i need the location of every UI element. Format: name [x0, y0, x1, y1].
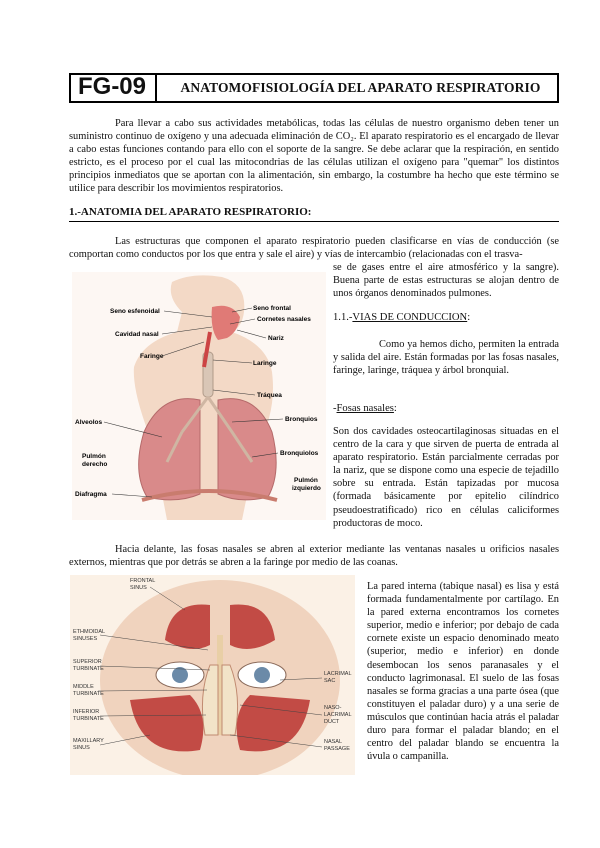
label-frontal-1: FRONTAL	[130, 578, 156, 584]
label-diafragma: Diafragma	[75, 491, 107, 498]
nasal-sinuses-figure	[70, 575, 355, 775]
subheading-colon: :	[467, 312, 471, 323]
label-nasal-1: NASAL	[324, 739, 343, 745]
coanas-paragraph: Hacia delante, las fosas nasales se abren al exterior mediante las ventanas nasales u orificios nasales externos, mientras que por detrás se abren a la faringe por medio de las coanas.	[69, 544, 559, 569]
label-cornetes: Cornetes nasales	[257, 316, 311, 323]
label-seno-esfenoidal: Seno esfenoidal	[110, 308, 160, 315]
subheading-vias	[333, 312, 559, 323]
document-title: ANATOMOFISIOLOGÍA DEL APARATO RESPIRATORIO	[180, 80, 541, 95]
label-pulmon-derecho-2: derecho	[82, 461, 108, 468]
label-alveolos: Alveolos	[75, 419, 103, 426]
subheading-vias-text: VIAS DE CONDUCCION	[352, 312, 468, 323]
label-pulmon-derecho-1: Pulmón	[82, 453, 106, 460]
label-ethmoidal-2: SINUSES	[73, 636, 98, 642]
structures-paragraph-cont: se de gases entre el aire atmosférico y la sangre). Buena parte de estas estructuras se alojan dentro de unos órganos denominados pulmones.	[333, 262, 559, 300]
fosas-paragraph: Son dos cavidades osteocartilaginosas situadas en el centro de la cara y que sirven de puerta de entrada al aparato respiratorio. Están parcialmente cerradas por la nariz, que se dispone como una especie de tejadillo sobre su entrada. Están tapizadas por mucosa (formada básicamente por epitelio cilíndrico pseudoestratificado) rico en células caliciformes productoras de moco.	[333, 426, 559, 529]
section-heading: 1.-ANATOMIA DEL APARATO RESPIRATORIO:	[69, 206, 312, 218]
label-bronquios: Bronquios	[285, 416, 318, 423]
fosas-heading-text: Fosas nasales	[336, 403, 394, 414]
label-maxillary-2: SINUS	[73, 745, 90, 751]
label-naso-2: LACRIMAL	[324, 712, 352, 718]
label-lacrimal-1: LACRIMAL	[324, 671, 352, 677]
label-nariz: Nariz	[268, 335, 284, 342]
label-cavidad-nasal: Cavidad nasal	[115, 331, 159, 338]
label-maxillary-1: MAXILLARY	[73, 738, 104, 744]
label-inferior-1: INFERIOR	[73, 709, 100, 715]
label-middle-1: MIDDLE	[73, 684, 94, 690]
fosas-dash: -	[333, 403, 337, 414]
label-superior-1: SUPERIOR	[73, 659, 102, 665]
fosas-colon: :	[393, 403, 397, 414]
label-frontal-2: SINUS	[130, 585, 147, 591]
label-pulmon-izq-2: izquierdo	[292, 485, 321, 492]
label-inferior-2: TURBINATE	[73, 716, 104, 722]
label-pulmon-izq-1: Pulmón	[294, 477, 318, 484]
label-seno-frontal: Seno frontal	[253, 305, 291, 312]
fosas-heading	[333, 403, 559, 414]
vias-paragraph: Como ya hemos dicho, permiten la entrada y salida del aire. Están formadas por las fosas nasales, faringe, laringe, tráquea y árbol bronquial.	[333, 339, 559, 377]
label-bronquiolos: Bronquiolos	[280, 450, 319, 457]
label-superior-2: TURBINATE	[73, 666, 104, 672]
label-lacrimal-2: SAC	[324, 678, 336, 684]
document-code: FG-09	[69, 73, 157, 103]
label-faringe: Faringe	[140, 353, 164, 360]
label-nasal-2: PASSAGE	[324, 746, 350, 752]
pared-paragraph: La pared interna (tabique nasal) es lisa y está formada fundamentalmente por cartílago. En la pared externa encontramos los cornetes superior, medio e inferior; por debajo de cada cornete existe un espacio denominado meato (superior, medio e inferior) en donde desembocan los senos paranasales y el conducto lagrimonasal. El suelo de las fosas nasales se forma gracias a una parte ósea (que constituyen el paladar duro) y a una serie de músculos que continúan hacia atrás el paladar duro para formar el paladar blando; en el centro del paladar blando se encuentra la úvula o campanilla.	[367, 581, 559, 763]
label-traquea: Tráquea	[257, 392, 282, 399]
label-ethmoidal-1: ETHMOIDAL	[73, 629, 106, 635]
label-laringe: Laringe	[253, 360, 277, 367]
section-divider	[69, 221, 559, 222]
subheading-number: 1.1.-	[333, 312, 353, 323]
intro-paragraph: Para llevar a cabo sus actividades metabólicas, todas las células de nuestro organismo deben tener un suministro continuo de oxígeno y una adecuada eliminación de CO₂. El aparato respiratorio es el encargado de llevar a cabo estas funciones contando para ello con el soporte de la sangre. Se debe aclarar que la respiración, en sentido estricto, es el proceso por el cual las mitocondrias de las células utilizan el oxígeno para "quemar" los distintos principios inmediatos que se aportan con la alimentación, sin embargo, la costumbre ha hecho que este término se utilice para describir los movimientos respiratorios.	[69, 118, 559, 195]
structures-paragraph: Las estructuras que componen el aparato respiratorio pueden clasificarse en vías de conducción (se comportan como conductos por los que entra y sale el aire) y vías de intercambio (relacionadas con el trasva-	[69, 236, 559, 261]
label-middle-2: TURBINATE	[73, 691, 104, 697]
label-naso-1: NASO-	[324, 705, 342, 711]
respiratory-system-figure	[72, 272, 326, 520]
label-naso-3: DUCT	[324, 719, 340, 725]
